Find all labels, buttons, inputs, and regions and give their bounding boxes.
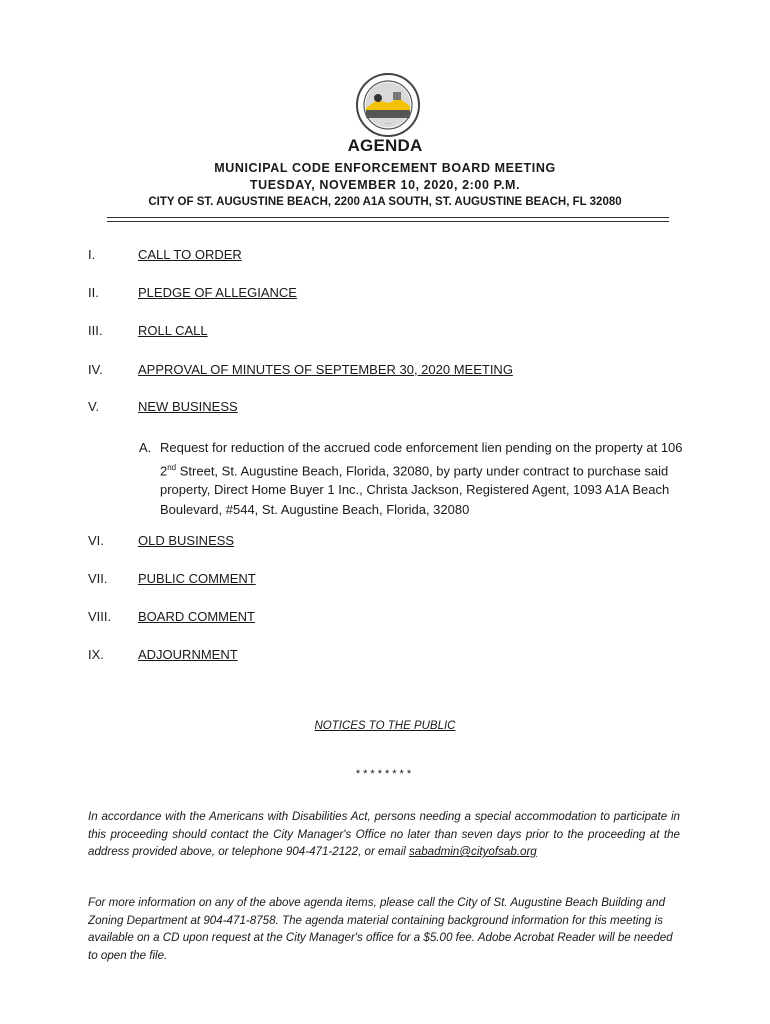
subitem-letter: A. bbox=[139, 440, 152, 455]
meeting-location: CITY OF ST. AUGUSTINE BEACH, 2200 A1A SOUTH, ST. AUGUSTINE BEACH, FL 32080 bbox=[148, 196, 622, 208]
header-divider bbox=[107, 221, 669, 222]
item-label: BOARD COMMENT bbox=[138, 609, 255, 624]
item-label: PLEDGE OF ALLEGIANCE bbox=[138, 285, 297, 300]
item-number: VI. bbox=[88, 533, 104, 548]
item-number: II. bbox=[88, 285, 99, 300]
svg-text:·····: ····· bbox=[384, 121, 392, 126]
item-number: III. bbox=[88, 323, 103, 338]
item-label: ADJOURNMENT bbox=[138, 647, 238, 662]
item-label: OLD BUSINESS bbox=[138, 533, 235, 548]
notices-heading: NOTICES TO THE PUBLIC bbox=[314, 720, 456, 732]
subitem-text: Request for reduction of the accrued code enforcement lien pending on the property at 106 2nd Street, St. Augustine Beach, Florida, 32080, by party under contract to purchase said property, Direct Home Buyer 1 Inc., Christa Jackson, Registered Agent, 1093 A1A Beach Boulevard, #544, St. Augustine Beach, Florida, 32080 bbox=[160, 440, 683, 517]
header-divider bbox=[107, 217, 669, 218]
new-business-item-a bbox=[139, 438, 684, 519]
item-label: PUBLIC COMMENT bbox=[138, 571, 256, 586]
item-number: VIII. bbox=[88, 609, 112, 624]
item-label: ROLL CALL bbox=[138, 323, 208, 338]
meeting-datetime: TUESDAY, NOVEMBER 10, 2020, 2:00 P.M. bbox=[249, 178, 521, 192]
meeting-name: MUNICIPAL CODE ENFORCEMENT BOARD MEETING bbox=[214, 161, 556, 175]
item-label: NEW BUSINESS bbox=[138, 399, 238, 414]
email-link[interactable]: sabadmin@cityofsab.org bbox=[408, 845, 537, 858]
item-number: IX. bbox=[88, 647, 104, 662]
city-seal-icon bbox=[355, 72, 421, 138]
item-label: APPROVAL OF MINUTES OF SEPTEMBER 30, 2020 MEETING bbox=[138, 362, 513, 377]
item-label: CALL TO ORDER bbox=[138, 247, 242, 262]
item-number: IV. bbox=[88, 362, 103, 377]
page-title: AGENDA bbox=[347, 136, 423, 155]
separator: ******** bbox=[355, 768, 415, 780]
ada-notice: In accordance with the Americans with Disabilities Act, persons needing a special accommodation to participate in this proceeding should contact the City Manager's Office no later than seven days prior to the proceeding at the address provided above, or telephone 904-471-2122, or email sabadmin@cityofsab.org bbox=[88, 810, 680, 858]
item-number: I. bbox=[88, 247, 96, 262]
info-notice: For more information on any of the above agenda items, please call the City of St. Augustine Beach Building and Zoning Department at 904-471-8758. The agenda material containing background information for this meeting is available on a CD upon request at the City Manager's office for a $5.00 fee. Adobe Acrobat Reader will be needed to open the file. bbox=[88, 896, 673, 962]
item-number: V. bbox=[88, 399, 100, 414]
item-number: VII. bbox=[88, 571, 108, 586]
